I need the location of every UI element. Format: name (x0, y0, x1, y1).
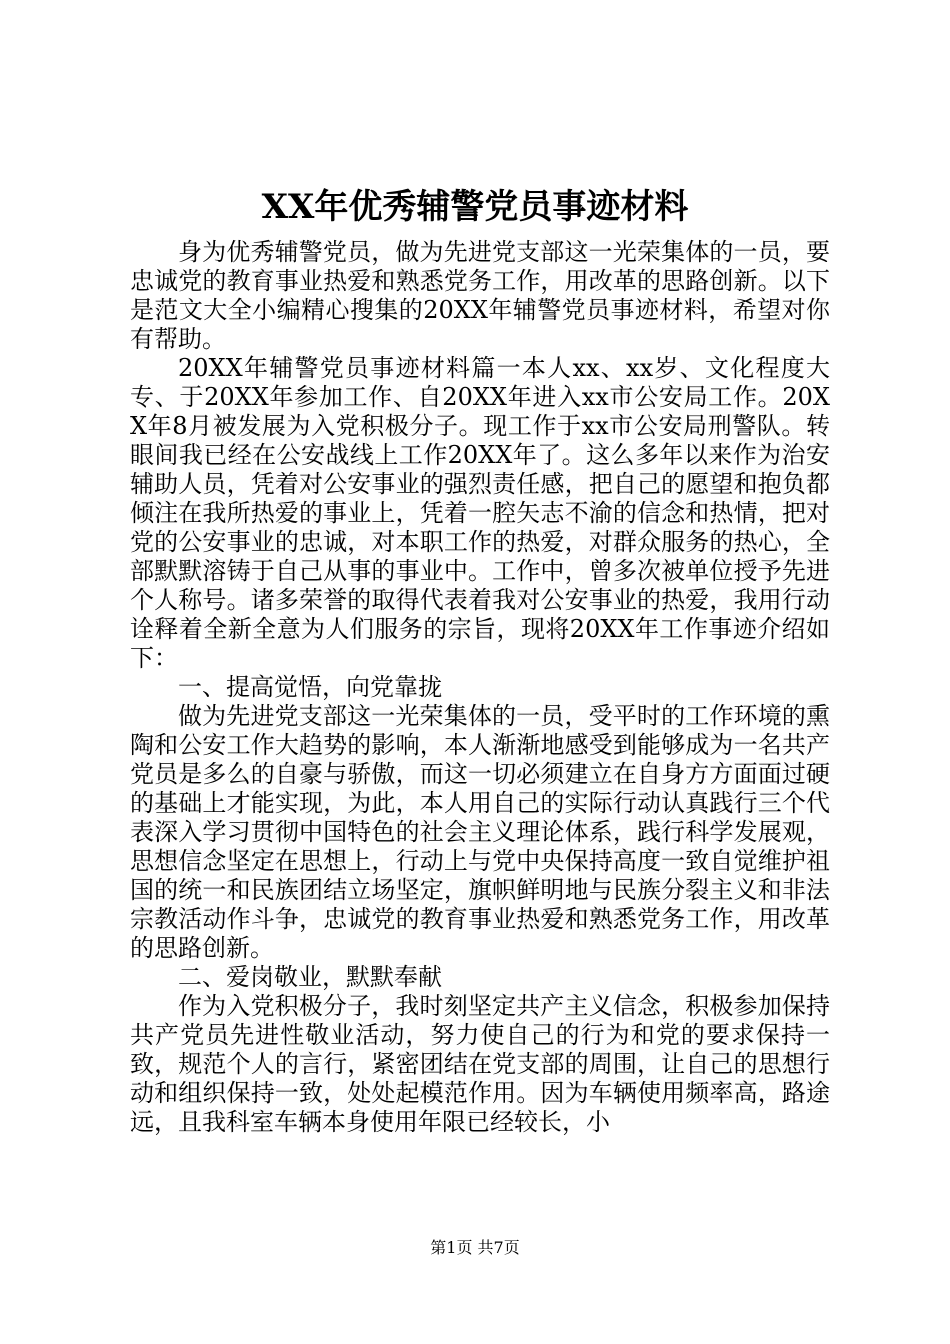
paragraph-profile: 20XX年辅警党员事迹材料篇一本人xx、xx岁、文化程度大专、于20XX年参加工作、自20XX年进入xx市公安局工作。20XX年8月被发展为入党积极分子。现工作于xx市公安局刑警队。转眼间我已经在公安战线上工作20XX年了。这么多年以来作为治安辅助人员，凭着对公安事业的强烈责任感，把自己的愿望和抱负都倾注在我所热爱的事业上，凭着一腔矢志不渝的信念和热情，把对党的公安事业的忠诚，对本职工作的热爱，对群众服务的热心，全部默默溶铸于自己从事的事业中。工作中，曾多次被单位授予先进个人称号。诸多荣誉的取得代表着我对公安事业的热爱，我用行动诠释着全新全意为人们服务的宗旨，现将20XX年工作事迹介绍如下： (130, 354, 830, 672)
page-number-footer: 第1页 共7页 (430, 1238, 520, 1257)
paragraph-section-1: 做为先进党支部这一光荣集体的一员，受平时的工作环境的熏陶和公安工作大趋势的影响，本人渐渐地感受到能够成为一名共产党员是多么的自豪与骄傲，而这一切必须建立在自身方方面面过硬的基础上才能实现，为此，本人用自己的实际行动认真践行三个代表深入学习贯彻中国特色的社会主义理论体系，践行科学发展观，思想信念坚定在思想上，行动上与党中央保持高度一致自觉维护祖国的统一和民族团结立场坚定，旗帜鲜明地与民族分裂主义和非法宗教活动作斗争，忠诚党的教育事业热爱和熟悉党务工作，用改革的思路创新。 (130, 702, 830, 962)
paragraph-intro: 身为优秀辅警党员，做为先进党支部这一光荣集体的一员，要忠诚党的教育事业热爱和熟悉党务工作，用改革的思路创新。以下是范文大全小编精心搜集的20XX年辅警党员事迹材料，希望对你有帮助。 (130, 238, 830, 353)
section-heading-1: 一、提高觉悟，向党靠拢 (178, 673, 442, 701)
document-title: XX年优秀辅警党员事迹材料 (261, 187, 689, 227)
section-heading-2: 二、爱岗敬业，默默奉献 (178, 963, 442, 991)
document-body (130, 238, 830, 1137)
paragraph-section-2: 作为入党积极分子，我时刻坚定共产主义信念，积极参加保持共产党员先进性敬业活动，努力使自己的行为和党的要求保持一致，规范个人的言行，紧密团结在党支部的周围，让自己的思想行动和组织保持一致，处处起模范作用。因为车辆使用频率高，路途远，且我科室车辆本身使用年限已经较长，小 (130, 992, 830, 1136)
